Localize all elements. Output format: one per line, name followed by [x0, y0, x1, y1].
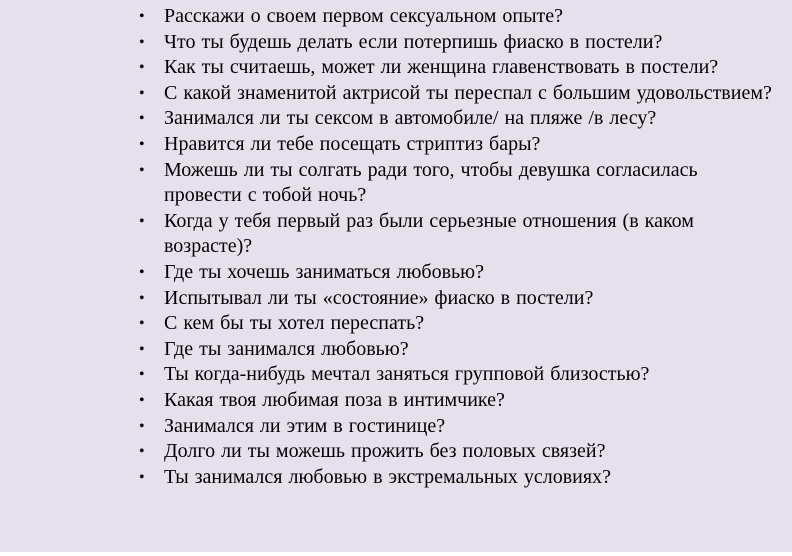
list-item [139, 30, 779, 56]
bullet-icon: • [139, 366, 145, 384]
list-item [139, 158, 779, 209]
question-list [139, 4, 779, 490]
question-text: Нравится ли тебе посещать стриптиз бары? [164, 132, 541, 155]
question-text: Занимался ли ты сексом в автомобиле/ на пляже /в лесу? [164, 107, 657, 130]
list-item [139, 388, 779, 414]
question-text: Когда у тебя первый раз были серьезные отношения (в каком возрасте)? [164, 209, 694, 258]
list-item [139, 439, 779, 465]
list-item [139, 209, 779, 260]
list-item [139, 55, 779, 81]
list-item [139, 465, 779, 491]
bullet-icon: • [139, 110, 145, 128]
list-item [139, 286, 779, 312]
bullet-icon: • [139, 340, 145, 358]
list-item [139, 81, 779, 107]
question-text: С какой знаменитой актрисой ты переспал с большим удовольствием? [164, 81, 772, 104]
question-text: Где ты занимался любовью? [164, 337, 409, 360]
question-text: С кем бы ты хотел переспать? [164, 312, 425, 335]
question-text: Ты когда-нибудь мечтал заняться групповой близостью? [164, 363, 650, 386]
list-item [139, 337, 779, 363]
list-item [139, 362, 779, 388]
question-text: Как ты считаешь, может ли женщина главенствовать в постели? [164, 56, 719, 79]
bullet-icon: • [139, 212, 145, 230]
question-text: Расскажи о своем первом сексуальном опыте? [164, 5, 564, 27]
bullet-icon: • [139, 84, 145, 102]
question-text: Испытывал ли ты «состояние» фиаско в постели? [164, 286, 594, 309]
bullet-icon: • [139, 135, 145, 153]
bullet-icon: • [139, 417, 145, 435]
question-text: Занимался ли этим в гостинице? [164, 414, 446, 437]
bullet-icon: • [139, 161, 145, 179]
question-text: Долго ли ты можешь прожить без половых связей? [164, 440, 606, 463]
question-text: Можешь ли ты солгать ради того, чтобы девушка согласилась провести с тобой ночь? [164, 158, 698, 207]
list-item [139, 414, 779, 440]
bullet-icon: • [139, 59, 145, 77]
list-item [139, 132, 779, 158]
question-text: Какая твоя любимая поза в интимчике? [164, 388, 505, 411]
bullet-icon: • [139, 8, 145, 25]
list-item [139, 311, 779, 337]
question-text: Ты занимался любовью в экстремальных условиях? [164, 465, 611, 488]
bullet-icon: • [139, 315, 145, 333]
bullet-icon: • [139, 443, 145, 461]
bullet-icon: • [139, 33, 145, 51]
bullet-icon: • [139, 391, 145, 409]
bullet-icon: • [139, 289, 145, 307]
list-item [139, 106, 779, 132]
bullet-icon: • [139, 263, 145, 281]
bullet-icon: • [139, 468, 145, 486]
list-item [139, 4, 779, 30]
list-item [139, 260, 779, 286]
question-text: Что ты будешь делать если потерпишь фиаско в постели? [164, 30, 663, 53]
question-text: Где ты хочешь заниматься любовью? [164, 260, 484, 283]
